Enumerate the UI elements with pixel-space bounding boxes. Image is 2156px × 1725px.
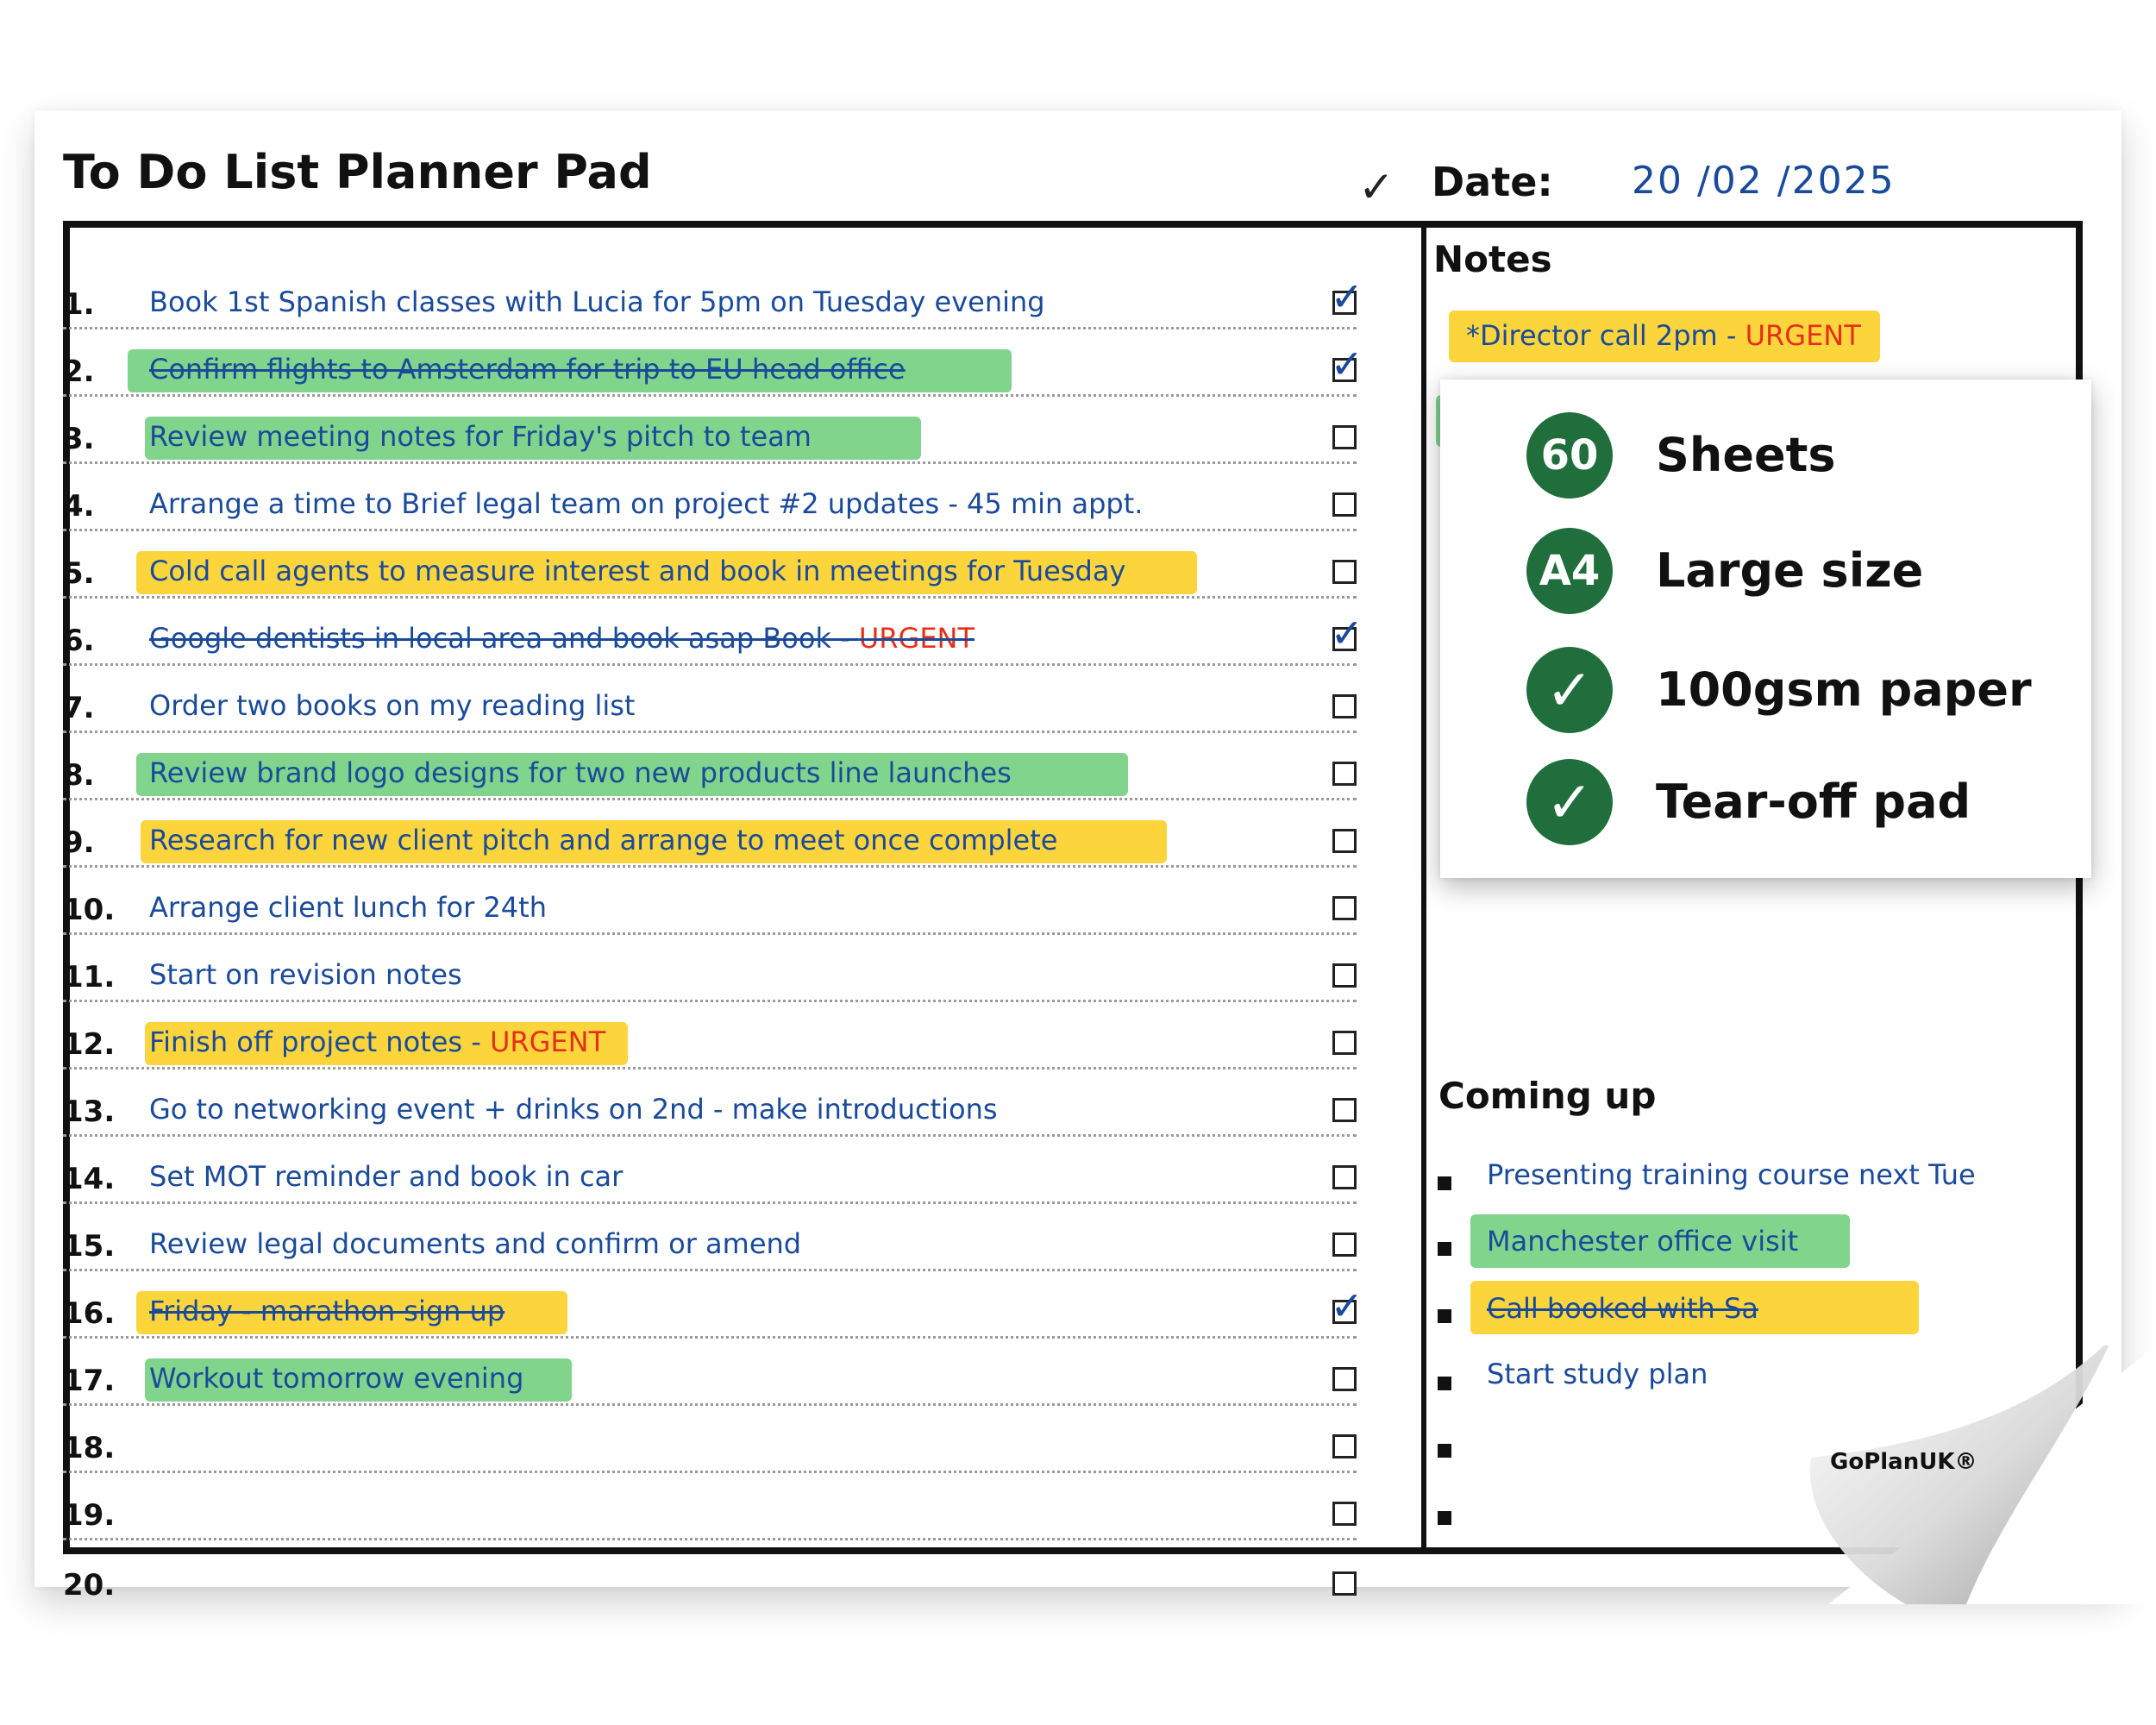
todo-text: Go to networking event + drinks on 2nd - make introductions [149, 1093, 998, 1126]
feature-label: Large size [1656, 543, 1924, 598]
note-text-main: *Director call 2pm - [1466, 319, 1745, 352]
column-divider [1421, 228, 1426, 1547]
todo-row [63, 1137, 1357, 1204]
note-text [1466, 319, 1861, 352]
todo-text: Arrange a time to Brief legal team on project #2 updates - 45 min appt. [149, 487, 1144, 520]
todo-checkbox[interactable] [1332, 1233, 1357, 1257]
todo-row [63, 935, 1357, 1002]
bullet-icon [1438, 1242, 1451, 1256]
todo-row [63, 531, 1357, 599]
todo-row [63, 1002, 1357, 1070]
feature-card [1440, 380, 2091, 878]
check-circle-icon: ✓ [1526, 759, 1613, 845]
todo-number: 14. [63, 1162, 116, 1196]
urgent-label: URGENT [1745, 319, 1861, 352]
check-tick-icon: ✓ [1330, 1283, 1363, 1329]
todo-number: 8. [63, 758, 95, 793]
todo-text: Book 1st Spanish classes with Lucia for 5pm on Tuesday evening [149, 285, 1045, 318]
todo-checkbox[interactable] [1332, 1098, 1357, 1122]
todo-text: Review brand logo designs for two new products line launches [149, 756, 1012, 789]
todo-number: 20. [63, 1568, 116, 1603]
todo-row [63, 1070, 1357, 1137]
todo-row [63, 733, 1357, 800]
date-value: 20 /02 /2025 [1632, 159, 1896, 203]
todo-number: 19. [63, 1498, 116, 1533]
todo-text: Order two books on my reading list [149, 689, 636, 722]
todo-row [63, 1540, 1357, 1608]
todo-number: 9. [63, 825, 95, 860]
check-circle-icon: ✓ [1526, 647, 1613, 733]
todo-text: Workout tomorrow evening [149, 1362, 524, 1395]
urgent-label: URGENT [858, 622, 975, 655]
page-title: To Do List Planner Pad [63, 145, 652, 199]
todo-row [63, 868, 1357, 935]
todo-row [63, 599, 1363, 666]
coming-up-item: Manchester office visit [1487, 1225, 1799, 1258]
todo-checkbox[interactable] [1332, 1165, 1357, 1189]
todo-row [63, 1473, 1357, 1540]
urgent-label: URGENT [489, 1026, 606, 1058]
feature-row [1526, 412, 2061, 499]
todo-text [149, 1026, 605, 1058]
feature-label: Tear-off pad [1656, 775, 1971, 829]
feature-row [1526, 647, 2061, 733]
todo-number: 18. [63, 1431, 116, 1465]
todo-checkbox[interactable] [1332, 492, 1357, 517]
date-check-icon: ✓ [1358, 162, 1395, 212]
todo-number: 16. [63, 1296, 116, 1331]
todo-checkbox[interactable] [1332, 1367, 1357, 1391]
bullet-icon [1438, 1377, 1451, 1390]
brand-logo: GoPlanUK® [1830, 1449, 1977, 1475]
todo-text: Research for new client pitch and arrange to meet once complete [149, 824, 1058, 856]
coming-up-item: Start study plan [1487, 1358, 1708, 1390]
todo-number: 3. [63, 422, 95, 456]
date-label: Date: [1432, 159, 1553, 205]
todo-number: 2. [63, 354, 95, 389]
bullet-icon [1438, 1511, 1451, 1525]
feature-label: Sheets [1656, 428, 1836, 482]
todo-row [63, 1204, 1357, 1271]
coming-up-item: Presenting training course next Tue [1487, 1158, 1976, 1191]
todo-checkbox[interactable] [1332, 1031, 1357, 1055]
todo-number: 10. [63, 893, 116, 927]
todo-row [63, 1406, 1357, 1473]
todo-number: 12. [63, 1027, 116, 1062]
todo-row [63, 464, 1357, 531]
todo-row [63, 1271, 1363, 1339]
todo-number: 15. [63, 1229, 116, 1264]
todo-text-main: Finish off project notes - [149, 1026, 490, 1058]
coming-up-title: Coming up [1438, 1075, 1657, 1117]
todo-checkbox[interactable] [1332, 762, 1357, 786]
todo-checkbox[interactable] [1332, 694, 1357, 718]
bullet-icon [1438, 1309, 1451, 1323]
todo-number: 4. [63, 489, 95, 524]
todo-number: 1. [63, 287, 95, 322]
todo-checkbox[interactable] [1332, 1502, 1357, 1526]
page-curl-icon [1794, 1346, 2156, 1604]
todo-row [63, 666, 1357, 733]
bullet-icon [1438, 1176, 1451, 1190]
feature-badge: 60 [1526, 412, 1613, 499]
todo-row [63, 397, 1357, 464]
todo-checkbox[interactable] [1332, 1571, 1357, 1596]
todo-number: 13. [63, 1095, 116, 1129]
todo-text: Review legal documents and confirm or amend [149, 1227, 802, 1260]
todo-text: Review meeting notes for Friday's pitch to team [149, 420, 812, 453]
todo-checkbox[interactable] [1332, 896, 1357, 920]
bullet-icon [1438, 1444, 1451, 1458]
todo-text: Confirm flights to Amsterdam for trip to EU head office [149, 353, 906, 386]
todo-text: Start on revision notes [149, 958, 462, 991]
todo-row [63, 329, 1363, 397]
notes-title: Notes [1433, 238, 1552, 280]
todo-row [63, 262, 1363, 329]
todo-number: 11. [63, 960, 116, 994]
feature-badge: A4 [1526, 528, 1613, 614]
todo-checkbox[interactable] [1332, 963, 1357, 988]
todo-text: Friday - marathon sign up [149, 1295, 505, 1327]
todo-checkbox[interactable] [1332, 560, 1357, 584]
todo-checkbox[interactable] [1332, 1434, 1357, 1458]
todo-text: Arrange client lunch for 24th [149, 891, 547, 924]
todo-row [63, 800, 1357, 868]
feature-label: 100gsm paper [1656, 662, 2032, 717]
todo-text [149, 622, 975, 655]
todo-row [63, 1339, 1357, 1406]
feature-row [1526, 528, 2061, 614]
todo-text: Set MOT reminder and book in car [149, 1160, 624, 1193]
todo-number: 6. [63, 624, 95, 658]
todo-text-main: Google dentists in local area and book asap Book - [149, 622, 859, 655]
todo-text: Cold call agents to measure interest and book in meetings for Tuesday [149, 555, 1126, 587]
feature-row [1526, 759, 2061, 845]
todo-number: 7. [63, 691, 95, 725]
todo-checkbox[interactable] [1332, 425, 1357, 449]
todo-checkbox[interactable] [1332, 829, 1357, 853]
check-tick-icon: ✓ [1330, 273, 1363, 320]
check-tick-icon: ✓ [1330, 610, 1363, 656]
todo-number: 5. [63, 556, 95, 591]
check-tick-icon: ✓ [1330, 341, 1363, 387]
coming-up-item: Call booked with Sa [1487, 1292, 1758, 1325]
todo-number: 17. [63, 1364, 116, 1398]
note-item [1449, 310, 1880, 362]
